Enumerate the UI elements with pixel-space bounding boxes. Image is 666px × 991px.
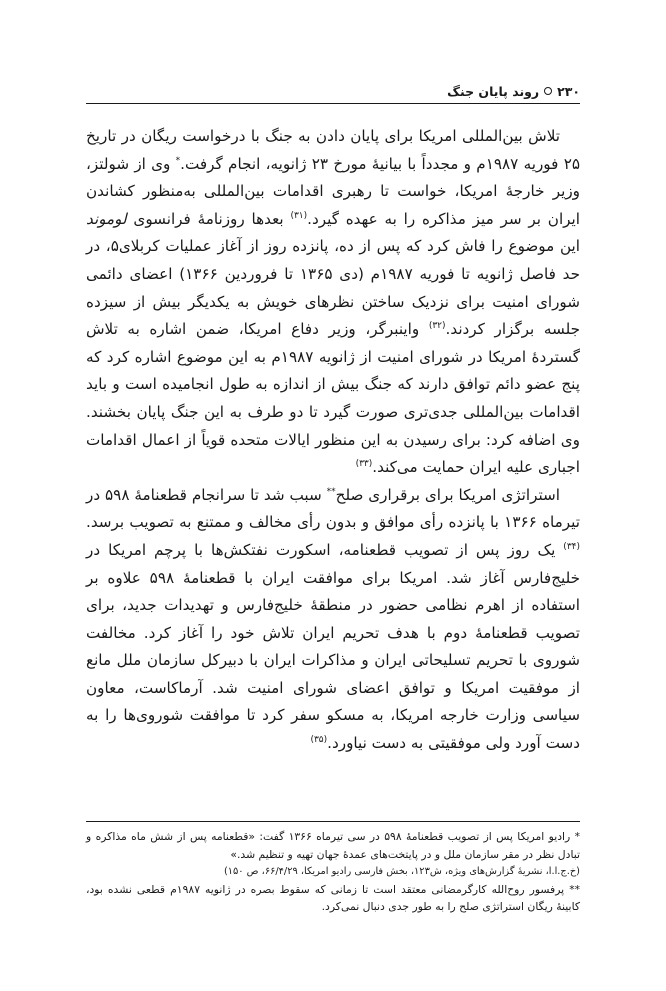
text-run: بعدها روزنامهٔ فرانسوی (126, 209, 291, 228)
footnote-marker: * (175, 155, 181, 166)
footnote-marker: ** (326, 486, 336, 497)
reference-marker: (۳۲) (428, 321, 446, 332)
chapter-title: روند پایان جنگ (447, 83, 540, 99)
reference-marker: (۳۱) (290, 210, 308, 221)
footnote-1: * رادیو امریکا پس از تصویب قطعنامهٔ ۵۹۸ در سی تیرماه ۱۳۶۶ گفت: «قطعنامه پس از شش ماه مذاکره و تبادل نظر در مقر سازمان ملل و در پایتخت‌های عمدهٔ جهان تهیه و تنظیم شد.» (86, 830, 580, 861)
footnote-divider (86, 821, 580, 822)
main-text (86, 123, 580, 758)
footnote-2: ** پرفسور روح‌الله کارگرمضانی معتقد است تا زمانی که سقوط بصره در ژانویه ۱۹۸۷م قطعی نشده بود، کابینهٔ ریگان استراتژی صلح را به طور جدی دنبال نمی‌کرد. (86, 882, 580, 914)
text-run: وی از شولتز، وزیر خارجهٔ امریکا، خواست تا رهبری اقدامات بین‌المللی به‌منظور کشاندن ایران بر سر میز مذاکره را به عهده گیرد. (86, 154, 580, 228)
paragraph-2 (86, 482, 580, 758)
text-run: واینبرگر، وزیر دفاع امریکا، ضمن اشاره به تلاش گستردهٔ امریکا در شورای امنیت از ژانویه ۱۹۸۷م به این موضوع اشاره کرد که پنج عضو دائم توافق دارند که جنگ بیش از اندازه به طول انجامیده است و باید اقدامات بین‌المللی جدی‌تری صورت گیرد تا دو طرف به این جنگ پایان بخشند. وی اضافه کرد: برای رسیدن به این منظور ایالات متحده قویاً از اعمال اقدامات اجباری علیه ایران حمایت می‌کند. (86, 320, 580, 477)
text-run: استراتژی امریکا برای برقراری صلح (335, 485, 560, 504)
reference-marker: (۳۳) (355, 459, 373, 470)
running-header (86, 80, 580, 102)
header-divider (86, 103, 580, 104)
newspaper-name: لوموند (86, 209, 127, 228)
paragraph-1 (86, 123, 580, 482)
footnotes (86, 828, 580, 916)
circle-bullet-icon (544, 87, 552, 95)
reference-marker: (۳۴) (563, 541, 580, 552)
text-run: یک روز پس از تصویب قطعنامه، اسکورت نفتکش‌ها با پرچم امریکا در خلیج‌فارس آغاز شد. امریکا برای موافقت ایران با قطعنامهٔ ۵۹۸ علاوه بر استفاده از اهرم نظامی حضور در منطقهٔ خلیج‌فارس و تهدیدات جدید، برای تصویب قطعنامهٔ دوم با هدف تحریم ایران تلاش خود را آغاز کرد. مخالفت شوروی با تحریم تسلیحاتی ایران و مذاکرات ایران با دبیرکل سازمان ملل مانع از موفقیت امریکا و توافق اعضای شورای امنیت شد. آرماکاست، معاون سیاسی وزارت خارجه امریکا، به مسکو سفر کرد تا موافقت شوروی‌ها را به دست آورد ولی موفقیتی به دست نیاورد. (86, 540, 580, 753)
reference-marker: (۳۵) (310, 735, 328, 745)
footnote-1-source: (خ.ج.ا.ا، نشریهٔ گزارش‌های ویژه، ش۱۲۳، بخش فارسی رادیو امریکا، ۶۶/۴/۲۹، ص ۱۵۰) (223, 866, 580, 878)
page-number: ۲۳۰ (557, 83, 580, 99)
text-run: سبب شد تا سرانجام قطعنامهٔ ۵۹۸ در تیرماه ۱۳۶۶ با پانزده رأی موافق و بدون رأی مخالف و ممتنع به تصویب برسد. (86, 485, 580, 532)
text-run: تلاش بین‌المللی امریکا برای پایان دادن به جنگ با درخواست ریگان در تاریخ ۲۵ فوریه ۱۹۸۷م و مجدداً با بیانیهٔ مورخ ۲۳ ژانویه، انجام گرفت. (86, 127, 581, 173)
text-run: این موضوع را فاش کرد که پس از ده، پانزده روز از آغاز عملیات کربلای۵، در حد فاصل ژانویه تا فوریه ۱۹۸۷م (دی ۱۳۶۵ تا فروردین ۱۳۶۶) اعضای دائمی شورای امنیت برای نزدیک ساختن نظرهای خویش به یکدیگر بیش از سیزده جلسه برگزار کردند. (86, 237, 581, 339)
